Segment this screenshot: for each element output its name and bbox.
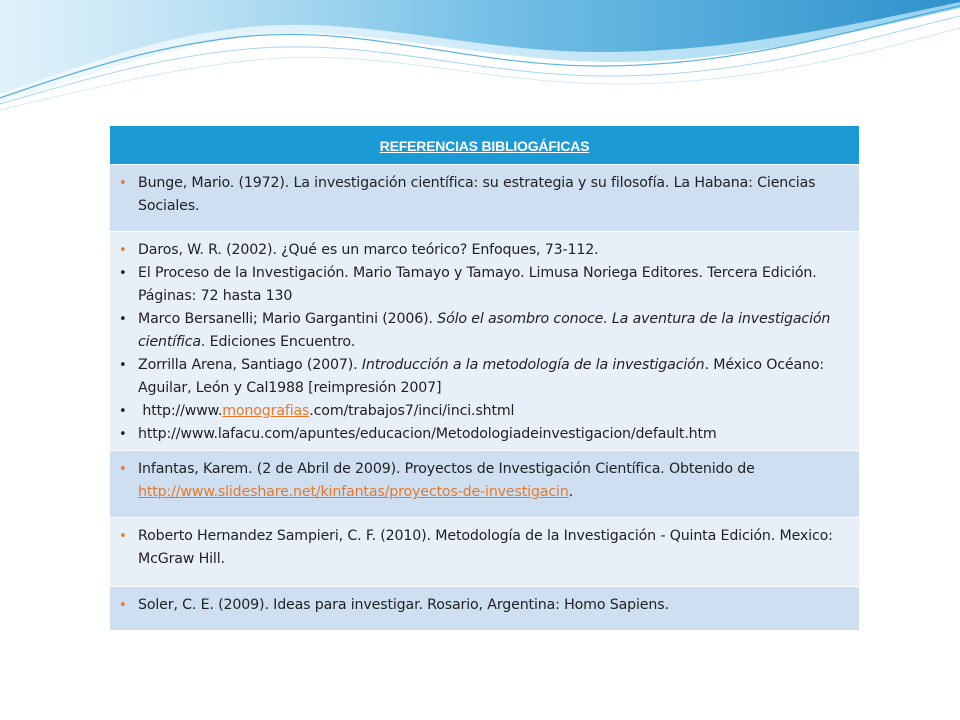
reference-zorrilla — [138, 354, 847, 400]
reference-list — [110, 587, 859, 617]
table-row — [110, 451, 859, 518]
reference-list — [110, 232, 859, 446]
table-row — [110, 165, 859, 232]
url-prefix: http://www. — [138, 403, 223, 419]
reference-proceso: • El Proceso de la Investigación. Mario Tamayo y Tamayo. Limusa Noriega Editores. Tercera Edición. Páginas: 72 hasta 130 — [138, 262, 847, 308]
reference-title: Sólo el asombro conoce. La aventura de la investigación científica — [138, 311, 831, 350]
reference-rest: . México Océano: Aguilar, León y Cal1988 [reimpresión 2007] — [138, 357, 825, 396]
table-row — [110, 518, 859, 587]
reference-title: Introducción a la metodología de la investigación — [361, 357, 705, 373]
reference-list — [110, 518, 859, 571]
reference-soler: • Soler, C. E. (2009). Ideas para investigar. Rosario, Argentina: Homo Sapiens. — [138, 594, 847, 617]
table-row — [110, 587, 859, 631]
reference-sampieri: • Roberto Hernandez Sampieri, C. F. (2010). Metodología de la Investigación - Quinta Edición. Mexico: McGraw Hill. — [138, 525, 847, 571]
monografias-link[interactable]: monografias — [222, 403, 310, 419]
reference-authors: Marco Bersanelli; Mario Gargantini (2006). — [138, 311, 438, 327]
slideshare-link[interactable]: http://www.slideshare.net/kinfantas/proyectos-de-investigacin — [138, 484, 569, 500]
reference-bunge: • Bunge, Mario. (1972). La investigación científica: su estrategia y su filosofía. La Habana: Ciencias Sociales. — [138, 172, 847, 218]
reference-end: . — [568, 484, 574, 500]
decorative-wave — [0, 0, 960, 120]
reference-monografias — [138, 400, 847, 423]
table-header — [110, 126, 859, 165]
url-suffix: .com/trabajos7/inci/inci.shtml — [309, 403, 515, 419]
table-title: REFERENCIAS BIBLIOGÁFICAS — [379, 137, 590, 154]
reference-infantas — [138, 458, 847, 504]
references-table — [110, 126, 859, 630]
reference-daros: • Daros, W. R. (2002). ¿Qué es un marco teórico? Enfoques, 73-112. — [138, 239, 847, 262]
reference-text: Infantas, Karem. (2 de Abril de 2009). Proyectos de Investigación Científica. Obtenido de — [138, 461, 755, 477]
reference-authors: Zorrilla Arena, Santiago (2007). — [138, 357, 362, 373]
reference-list — [110, 165, 859, 218]
reference-rest: . Ediciones Encuentro. — [200, 334, 356, 350]
reference-lafacu: • http://www.lafacu.com/apuntes/educacion/Metodologiadeinvestigacion/default.htm — [138, 423, 847, 446]
reference-bersanelli — [138, 308, 847, 354]
table-row — [110, 232, 859, 451]
reference-list — [110, 451, 859, 504]
